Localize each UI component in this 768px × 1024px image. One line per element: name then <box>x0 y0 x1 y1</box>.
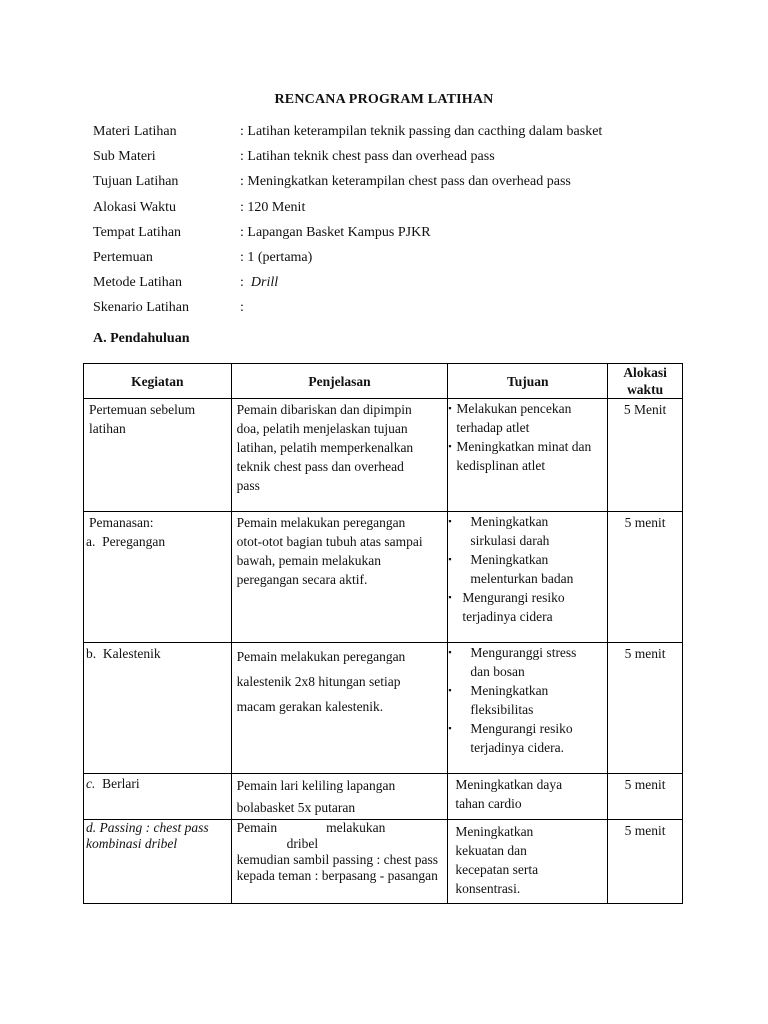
tujuan-item-text: ▪ Meningkatkan sirkulasi darah <box>470 514 550 548</box>
waktu-text: 5 menit <box>624 823 666 838</box>
kegiatan-label: Berlari <box>102 776 140 791</box>
kegiatan-prefix: c. <box>86 776 96 791</box>
table-row <box>84 820 683 904</box>
document-title: RENCANA PROGRAM LATIHAN <box>274 92 494 107</box>
meta-value: : 1 (pertama) <box>240 249 313 265</box>
meta-value: : Lapangan Basket Kampus PJKR <box>240 224 431 240</box>
penjelasan-text: Pemain melakukan peregangan kalestenik 2x8 hitungan setiap macam gerakan kalestenik. <box>236 649 406 714</box>
meta-row <box>93 123 713 148</box>
meta-list <box>93 123 713 325</box>
section-heading: A. Pendahuluan <box>93 331 190 346</box>
meta-label: Pertemuan <box>93 249 153 265</box>
cell-penjelasan <box>231 820 448 904</box>
meta-row <box>93 199 713 224</box>
table-row <box>84 399 683 512</box>
tujuan-list <box>448 512 607 626</box>
list-item <box>448 512 607 550</box>
meta-value-prefix: : <box>240 275 251 291</box>
meta-label: Metode Latihan <box>93 275 183 291</box>
meta-row <box>93 173 713 198</box>
header-kegiatan: Kegiatan <box>84 364 232 399</box>
cell-kegiatan <box>84 399 232 512</box>
cell-penjelasan <box>231 774 448 820</box>
meta-label: Alokasi Waktu <box>93 199 176 215</box>
kegiatan-text: Pertemuan sebelum latihan <box>89 402 196 436</box>
cell-penjelasan <box>231 643 448 774</box>
cell-penjelasan <box>231 512 448 643</box>
penjelasan-text <box>232 820 448 884</box>
tujuan-item-text: ▪ Mengurangi resiko terjadinya cidera. <box>470 721 573 755</box>
kegiatan-text: b. Kalestenik <box>86 646 161 661</box>
waktu-text: 5 menit <box>624 777 666 792</box>
meta-value <box>240 274 713 299</box>
meta-row <box>93 299 713 324</box>
cell-tujuan <box>448 774 608 820</box>
tujuan-item-text: ▪ Melakukan pencekan terhadap atlet <box>456 401 572 435</box>
meta-value: : Meningkatkan keterampilan chest pass dan overhead pass <box>240 174 571 190</box>
header-alokasi-waktu: Alokasi waktu <box>608 364 683 399</box>
penjelasan-word: Pemain <box>236 820 278 835</box>
tujuan-list <box>448 399 607 475</box>
cell-waktu <box>608 512 683 643</box>
penjelasan-rest: kemudian sambil passing : chest pass kepada teman : berpasang - pasangan <box>236 852 438 883</box>
meta-label: Tempat Latihan <box>93 224 182 240</box>
meta-label: Sub Materi <box>93 149 156 165</box>
meta-row <box>93 224 713 249</box>
cell-tujuan <box>448 820 608 904</box>
cell-tujuan <box>448 643 608 774</box>
meta-label: Tujuan Latihan <box>93 174 179 190</box>
list-item <box>448 550 607 588</box>
kegiatan-text: a. Peregangan <box>86 534 166 549</box>
meta-value: : <box>240 300 244 316</box>
penjelasan-text: Pemain dibariskan dan dipimpin doa, pelatih menjelaskan tujuan latihan, pelatih memperkenalkan teknik chest pass dan overhead pass <box>236 402 414 493</box>
list-item <box>448 643 607 681</box>
waktu-text: 5 Menit <box>623 402 667 417</box>
cell-kegiatan <box>84 512 232 643</box>
cell-tujuan <box>448 512 608 643</box>
penjelasan-text: Pemain melakukan peregangan otot-otot bagian tubuh atas sampai bawah, pemain melakukan peregangan secara aktif. <box>236 515 423 587</box>
cell-kegiatan <box>84 820 232 904</box>
tujuan-text: Meningkatkan daya tahan cardio <box>455 777 563 811</box>
penjelasan-word: melakukan <box>326 820 386 835</box>
kegiatan-heading: Pemanasan: <box>89 515 154 530</box>
tujuan-item-text: ▪ Meningkatkan melenturkan badan <box>470 552 574 586</box>
table-header-row <box>84 364 683 399</box>
list-item <box>448 719 607 757</box>
kegiatan-text: d. Passing : chest pass kombinasi dribel <box>86 820 209 851</box>
list-item <box>448 437 607 475</box>
meta-value-method: Drill <box>250 275 279 291</box>
waktu-text: 5 menit <box>624 646 666 661</box>
table-row <box>84 774 683 820</box>
meta-value: : Latihan teknik chest pass dan overhead pass <box>240 149 495 165</box>
penjelasan-text: Pemain lari keliling lapangan bolabasket 5x putaran <box>236 778 396 815</box>
tujuan-item-text: ▪ Meningkatkan fleksibilitas <box>470 683 549 717</box>
header-tujuan: Tujuan <box>448 364 608 399</box>
tujuan-item-text: ▪ Meningkatkan minat dan kedisplinan atlet <box>456 439 592 473</box>
cell-tujuan <box>448 399 608 512</box>
tujuan-list <box>448 643 607 757</box>
cell-waktu <box>608 820 683 904</box>
tujuan-text: Meningkatkan kekuatan dan kecepatan serta konsentrasi. <box>455 824 539 896</box>
training-plan-table <box>83 363 683 904</box>
list-item <box>448 681 607 719</box>
cell-kegiatan <box>84 643 232 774</box>
cell-waktu <box>608 774 683 820</box>
header-penjelasan: Penjelasan <box>231 364 448 399</box>
penjelasan-line <box>237 820 442 836</box>
waktu-text: 5 menit <box>624 515 666 530</box>
cell-penjelasan <box>231 399 448 512</box>
meta-label: Materi Latihan <box>93 124 177 139</box>
cell-kegiatan <box>84 774 232 820</box>
list-item <box>448 588 607 626</box>
tujuan-item-text: ▪ Menguranggi stress dan bosan <box>470 645 577 679</box>
meta-row <box>93 148 713 173</box>
table-row <box>84 512 683 643</box>
kegiatan-text <box>84 774 231 793</box>
cell-waktu <box>608 643 683 774</box>
tujuan-item-text: ▪ Mengurangi resiko terjadinya cidera <box>462 590 565 624</box>
meta-row <box>93 274 713 299</box>
meta-value: : Latihan keterampilan teknik passing dan cacthing dalam basket <box>240 124 603 139</box>
meta-row <box>93 249 713 274</box>
meta-label: Skenario Latihan <box>93 300 190 316</box>
cell-waktu <box>608 399 683 512</box>
table-row <box>84 643 683 774</box>
meta-value: : 120 Menit <box>240 199 306 215</box>
penjelasan-word: dribel <box>286 836 319 851</box>
list-item <box>448 399 607 437</box>
